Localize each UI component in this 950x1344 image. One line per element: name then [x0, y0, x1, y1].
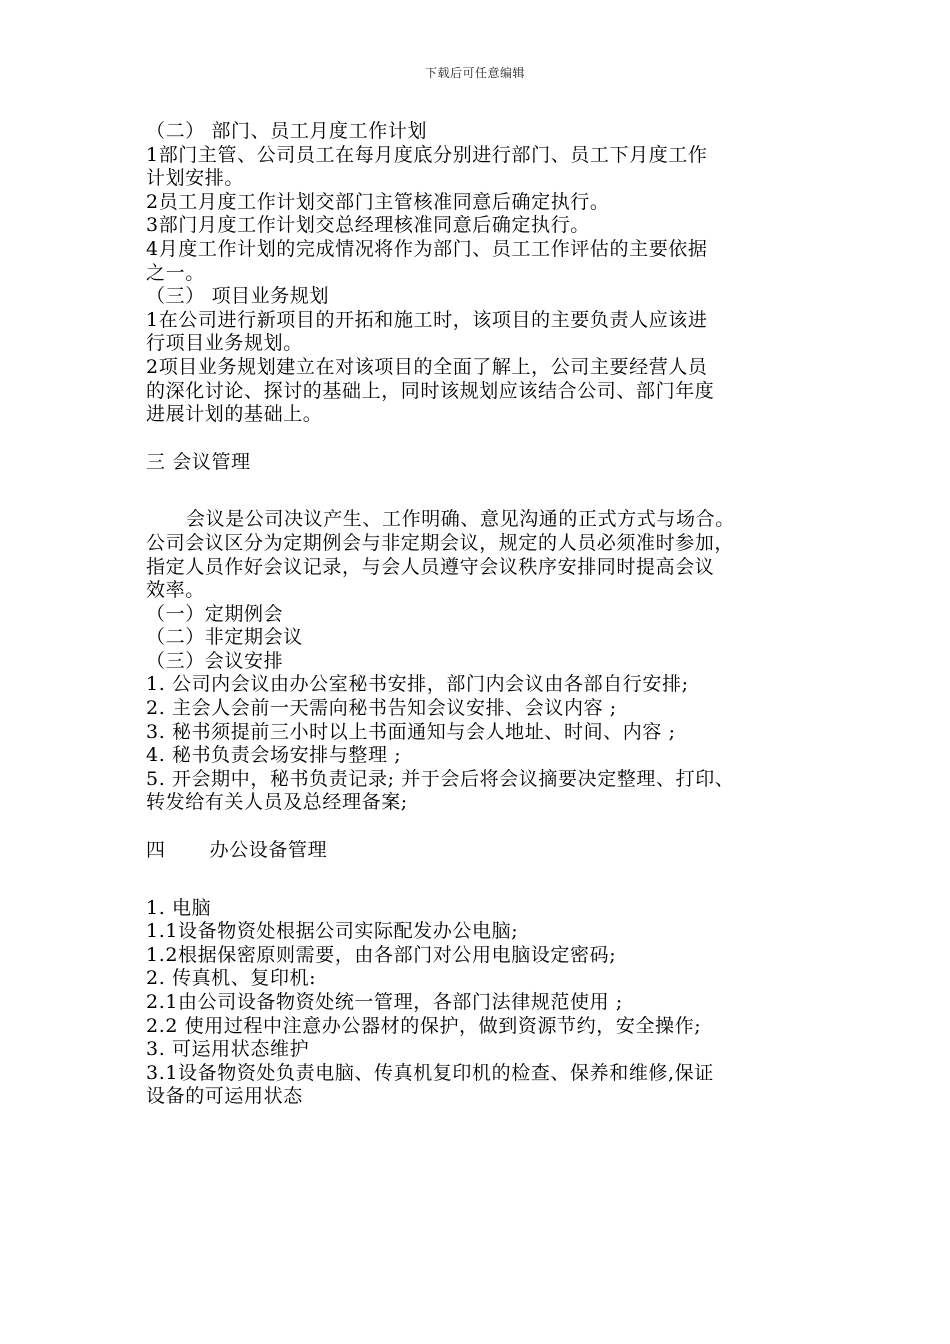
- section-title: 办公设备管理: [209, 839, 328, 862]
- document-body: [146, 120, 836, 1109]
- list-item: 5. 开会期中，秘书负责记录; 并于会后将会议摘要决定整理、打印、: [146, 767, 735, 790]
- subsection-heading: （二）非定期会议: [146, 626, 303, 649]
- list-item: 2. 主会人会前一天需向秘书告知会议安排、会议内容 ;: [146, 697, 617, 720]
- list-item: 3. 秘书须提前三小时以上书面通知与会人地址、时间、内容 ;: [146, 720, 676, 743]
- list-item: 1.1设备物资处根据公司实际配发办公电脑;: [146, 920, 519, 943]
- list-item: 1.2根据保密原则需要，由各部门对公用电脑设定密码;: [146, 943, 617, 966]
- paragraph-line: 行项目业务规划。: [146, 332, 303, 355]
- list-item: 设备的可运用状态: [146, 1085, 303, 1108]
- section-number: 四: [146, 839, 166, 862]
- list-item: 2.2 使用过程中注意办公器材的保护，做到资源节约，安全操作;: [146, 1014, 702, 1037]
- subsection-heading: （一）定期例会: [146, 602, 284, 625]
- list-item: 3. 可运用状态维护: [146, 1038, 310, 1061]
- paragraph-line: 进展计划的基础上。: [146, 403, 323, 426]
- paragraph-line: 2员工月度工作计划交部门主管核准同意后确定执行。: [146, 190, 610, 213]
- paragraph-line: 的深化讨论、探讨的基础上，同时该规划应该结合公司、部门年度: [146, 379, 715, 402]
- list-item: 2.1由公司设备物资处统一管理，各部门法律规范使用 ;: [146, 991, 623, 1013]
- list-item: 1. 公司内会议由办公室秘书安排，部门内会议由各部自行安排;: [146, 673, 689, 696]
- paragraph-line: 4月度工作计划的完成情况将作为部门、员工工作评估的主要依据: [146, 237, 708, 260]
- paragraph-line: 3部门月度工作计划交总经理核准同意后确定执行。: [146, 214, 590, 237]
- paragraph-line: 效率。: [146, 579, 205, 602]
- list-item: 4. 秘书负责会场安排与整理 ;: [146, 744, 402, 767]
- section-equipment: [146, 897, 836, 1109]
- list-item: 3.1设备物资处负责电脑、传真机复印机的检查、保养和维修,保证: [146, 1061, 714, 1084]
- list-item: 2. 传真机、复印机:: [146, 967, 317, 990]
- section-heading-meetings: 三 会议管理: [146, 450, 251, 473]
- subsection-heading: （二） 部门、员工月度工作计划: [146, 120, 428, 142]
- subsection-heading: （三） 项目业务规划: [146, 285, 330, 308]
- paragraph-line: 会议是公司决议产生、工作明确、意见沟通的正式方式与场合。: [186, 508, 735, 531]
- paragraph-line: 公司会议区分为定期例会与非定期会议，规定的人员必须准时参加，: [146, 531, 735, 554]
- paragraph-line: 指定人员作好会议记录，与会人员遵守会议秩序安排同时提高会议: [146, 555, 715, 578]
- subsection-heading: （三）会议安排: [146, 649, 284, 672]
- section-plans: [146, 120, 836, 427]
- paragraph-line: 1在公司进行新项目的开拓和施工时，该项目的主要负责人应该进: [146, 308, 708, 331]
- page-header: 下载后可任意编辑: [424, 66, 525, 80]
- list-item: 1. 电脑: [146, 896, 212, 919]
- paragraph-line: 之一。: [146, 261, 205, 284]
- section-meetings: [146, 508, 836, 815]
- section-heading-equipment: [146, 839, 836, 863]
- paragraph-line: 2项目业务规划建立在对该项目的全面了解上，公司主要经营人员: [146, 355, 708, 378]
- paragraph-line: 1部门主管、公司员工在每月度底分别进行部门、员工下月度工作: [146, 143, 708, 166]
- list-item: 转发给有关人员及总经理备案;: [146, 791, 408, 814]
- paragraph-line: 计划安排。: [146, 167, 245, 190]
